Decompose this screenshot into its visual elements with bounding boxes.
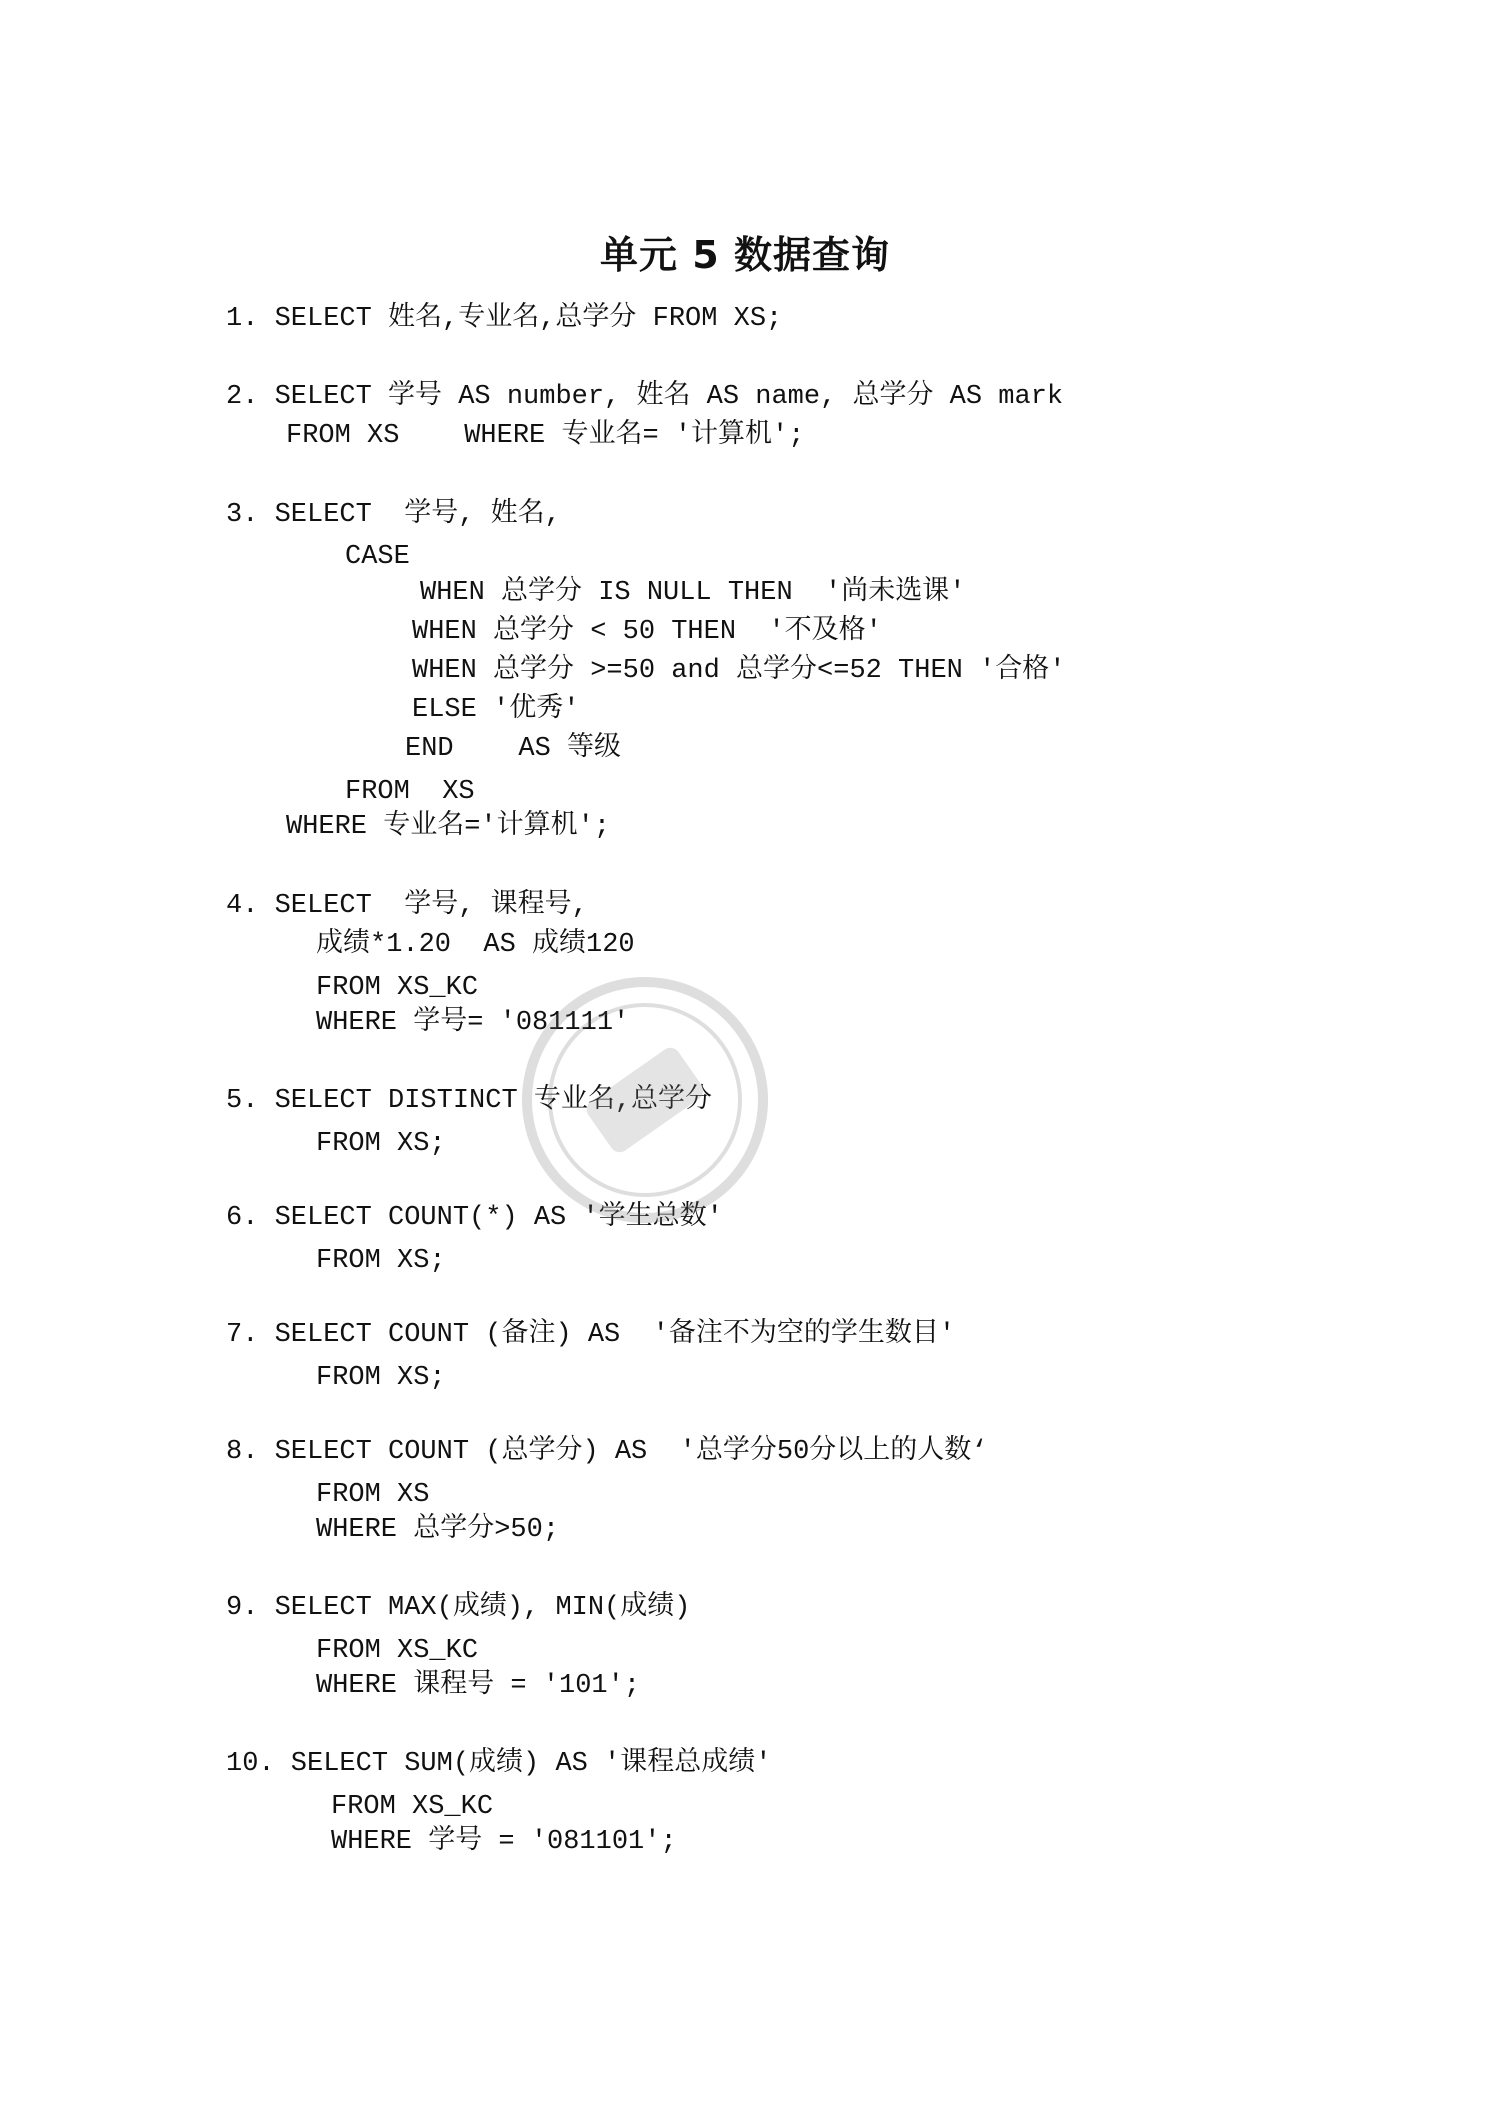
code-line: WHERE 学号 = '081101'; xyxy=(331,1827,677,1857)
code-line: 1. SELECT 姓名,专业名,总学分 FROM XS; xyxy=(226,304,783,334)
code-line: FROM XS WHERE 专业名= '计算机'; xyxy=(286,421,805,451)
code-line: FROM XS_KC xyxy=(316,973,479,1003)
code-line: WHEN 总学分 >=50 and 总学分<=52 THEN '合格' xyxy=(412,656,1066,686)
code-line: FROM XS; xyxy=(316,1246,446,1276)
code-line: 10. SELECT SUM(成绩) AS '课程总成绩' xyxy=(226,1749,772,1779)
code-line: WHERE 专业名='计算机'; xyxy=(286,812,611,842)
code-line: 2. SELECT 学号 AS number, 姓名 AS name, 总学分 AS mark xyxy=(226,382,1064,412)
code-line: 8. SELECT COUNT (总学分) AS '总学分50分以上的人数‘ xyxy=(226,1437,988,1467)
code-line: 9. SELECT MAX(成绩), MIN(成绩) xyxy=(226,1593,691,1623)
code-line: FROM XS; xyxy=(316,1129,446,1159)
code-line: 6. SELECT COUNT(*) AS '学生总数' xyxy=(226,1203,723,1233)
code-line: END AS 等级 xyxy=(405,734,622,764)
code-line: WHERE 总学分>50; xyxy=(316,1515,560,1545)
code-line: 4. SELECT 学号, 课程号, xyxy=(226,891,588,921)
code-line: 7. SELECT COUNT (备注) AS '备注不为空的学生数目' xyxy=(226,1320,956,1350)
code-line: CASE xyxy=(345,542,410,572)
code-line: 成绩*1.20 AS 成绩120 xyxy=(316,930,635,960)
code-line: FROM XS_KC xyxy=(316,1636,479,1666)
code-line: 3. SELECT 学号, 姓名, xyxy=(226,500,561,530)
code-line: WHEN 总学分 IS NULL THEN '尚未选课' xyxy=(420,578,966,608)
code-line: FROM XS xyxy=(345,777,475,807)
code-line: WHEN 总学分 < 50 THEN '不及格' xyxy=(412,617,882,647)
code-line: FROM XS_KC xyxy=(331,1792,494,1822)
code-line: FROM XS xyxy=(316,1480,430,1510)
code-line: FROM XS; xyxy=(316,1363,446,1393)
page-title: 单元 5 数据查询 xyxy=(600,233,890,277)
code-line: ELSE '优秀' xyxy=(412,695,580,725)
code-line: WHERE 课程号 = '101'; xyxy=(316,1671,641,1701)
code-line: WHERE 学号= '081111' xyxy=(316,1008,630,1038)
code-line: 5. SELECT DISTINCT 专业名,总学分 xyxy=(226,1086,713,1116)
